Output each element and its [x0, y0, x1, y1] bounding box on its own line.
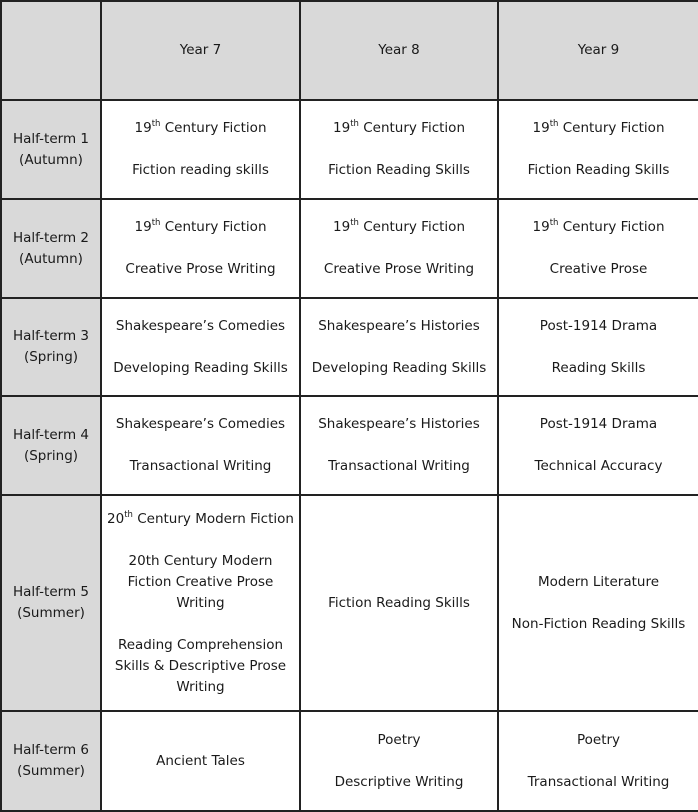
table-row: [1, 396, 698, 495]
unit-skill: Developing Reading Skills: [113, 359, 288, 376]
unit-skill: Transactional Writing: [129, 458, 272, 474]
unit-title: 20th Century Modern Fiction: [107, 509, 294, 527]
unit-title: Poetry: [576, 731, 621, 748]
unit-title: 19th Century Fiction: [532, 218, 665, 235]
unit-skill: Creative Prose Writing: [323, 261, 475, 277]
unit-title: Shakespeare’s Histories: [318, 317, 480, 334]
row-header-half-term-3: [1, 298, 101, 396]
header-year-7: Year 7: [101, 1, 300, 100]
unit-line: Fiction Creative Prose: [127, 573, 274, 590]
unit-title: 19th Century Fiction: [134, 218, 267, 235]
term-label: Half-term 3: [12, 328, 89, 344]
cell-ht5-year9: [498, 495, 698, 711]
term-label: Half-term 6: [12, 742, 89, 758]
cell-ht6-year8: [300, 711, 498, 811]
term-label: Half-term 1: [12, 130, 89, 147]
table-row: [1, 199, 698, 298]
unit-skill: Fiction Reading Skills: [328, 162, 470, 178]
term-label: Half-term 5: [12, 584, 89, 600]
unit-title: Modern Literature: [537, 573, 660, 590]
season-label: (Spring): [23, 447, 79, 464]
unit-skill: Transactional Writing: [328, 458, 470, 474]
unit-title: Ancient Tales: [156, 752, 245, 769]
season-label: (Summer): [17, 763, 85, 779]
unit-title: Poetry: [377, 731, 421, 748]
cell-ht1-year8: [300, 100, 498, 199]
header-year-8: Year 8: [300, 1, 498, 100]
unit-title: Shakespeare’s Comedies: [115, 317, 286, 334]
unit-skill: Fiction Reading Skills: [527, 162, 670, 178]
cell-ht5-year7: [101, 495, 300, 711]
table-row: [1, 711, 698, 811]
cell-ht4-year7: [101, 396, 300, 495]
unit-skill: Developing Reading Skills: [311, 359, 487, 376]
season-label: (Spring): [23, 349, 79, 365]
cell-ht1-year9: [498, 100, 698, 199]
unit-title: 19th Century Fiction: [134, 119, 267, 136]
season-label: (Autumn): [19, 151, 83, 168]
term-label: Half-term 4: [12, 426, 89, 443]
row-header-half-term-1: [1, 100, 101, 199]
cell-ht5-year8: [300, 495, 498, 711]
corner-cell: [1, 1, 101, 100]
unit-line: Writing: [176, 678, 225, 695]
unit-line: 20th Century Modern: [128, 552, 273, 569]
unit-title: Shakespeare’s Comedies: [115, 416, 286, 432]
table-row: [1, 298, 698, 396]
unit-skill: Reading Skills: [551, 359, 646, 376]
unit-skill: Descriptive Writing: [334, 773, 464, 790]
cell-ht3-year8: [300, 298, 498, 396]
unit-skill: Transactional Writing: [527, 773, 670, 790]
unit-title: 19th Century Fiction: [532, 119, 665, 136]
cell-ht4-year8: [300, 396, 498, 495]
unit-skill: Creative Prose: [549, 261, 648, 277]
unit-title: 19th Century Fiction: [333, 119, 465, 136]
row-header-half-term-5: [1, 495, 101, 711]
cell-ht2-year8: [300, 199, 498, 298]
cell-ht6-year7: [101, 711, 300, 811]
unit-skill: Technical Accuracy: [534, 458, 663, 474]
cell-ht2-year7: [101, 199, 300, 298]
cell-ht6-year9: [498, 711, 698, 811]
cell-ht3-year9: [498, 298, 698, 396]
row-header-half-term-6: [1, 711, 101, 811]
unit-line: Writing: [176, 594, 225, 611]
table-row: [1, 495, 698, 711]
season-label: (Summer): [17, 605, 85, 621]
unit-skill: Non-Fiction Reading Skills: [511, 615, 686, 632]
unit-skill: Creative Prose Writing: [125, 261, 276, 277]
row-header-half-term-2: [1, 199, 101, 298]
row-header-half-term-4: [1, 396, 101, 495]
unit-skill: Fiction reading skills: [132, 162, 269, 178]
season-label: (Autumn): [19, 250, 83, 267]
cell-ht2-year9: [498, 199, 698, 298]
unit-title: Post-1914 Drama: [539, 416, 658, 432]
unit-title: Shakespeare’s Histories: [318, 416, 480, 432]
unit-skill: Fiction Reading Skills: [328, 594, 470, 611]
table-row: [1, 100, 698, 199]
unit-title: 19th Century Fiction: [333, 218, 465, 235]
unit-line: Reading Comprehension: [117, 636, 284, 653]
cell-ht3-year7: [101, 298, 300, 396]
cell-ht1-year7: [101, 100, 300, 199]
term-label: Half-term 2: [12, 229, 89, 246]
unit-line: Skills & Descriptive Prose: [114, 657, 287, 674]
header-year-9: Year 9: [498, 1, 698, 100]
unit-title: Post-1914 Drama: [539, 317, 658, 334]
header-row: [1, 1, 698, 100]
cell-ht4-year9: [498, 396, 698, 495]
